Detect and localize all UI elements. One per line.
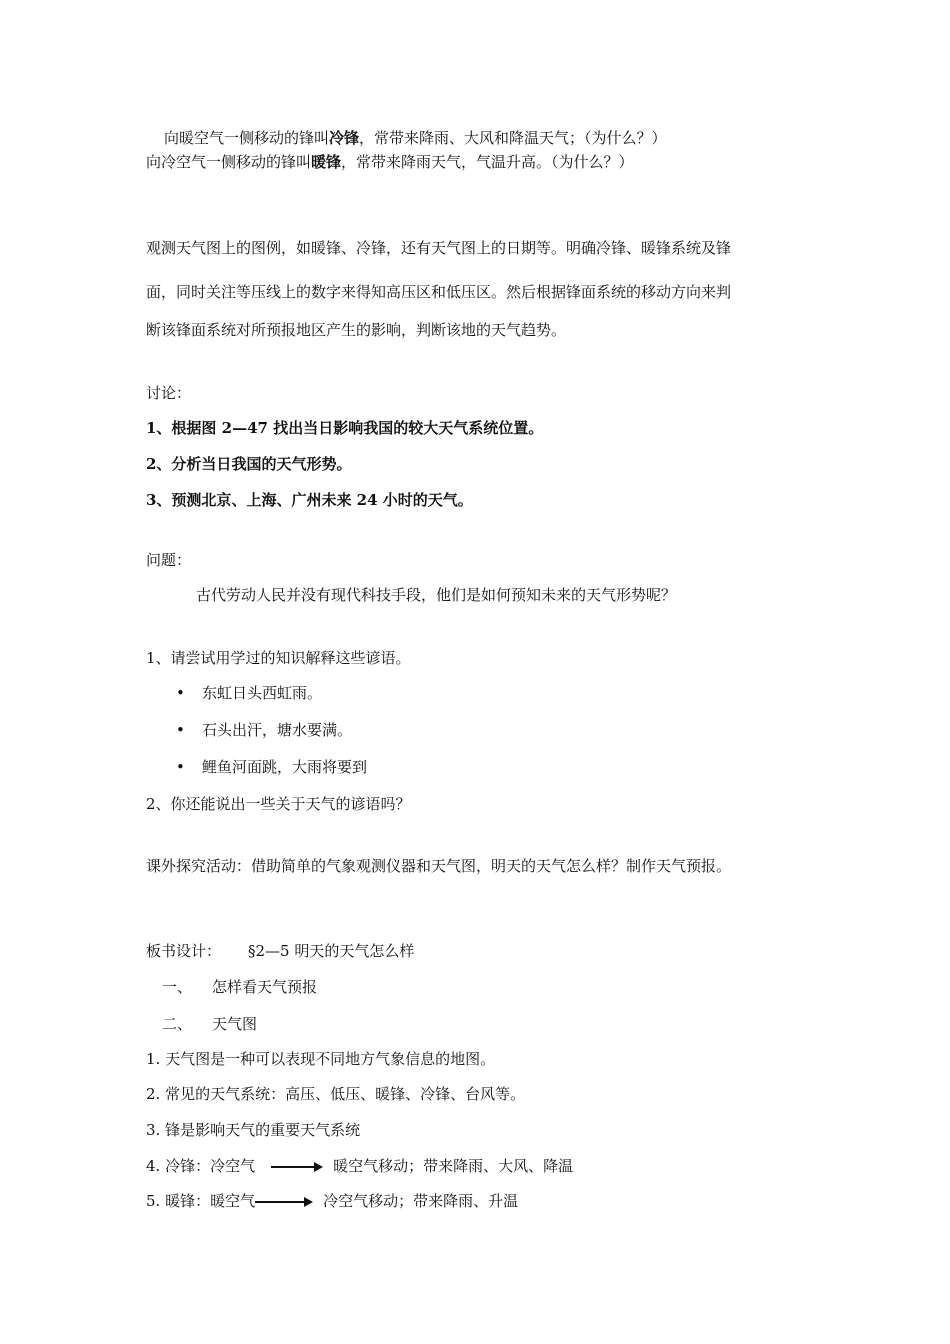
question-heading: 问题： — [146, 551, 192, 569]
proverb-2: 石头出汗，塘水要满。 — [202, 721, 353, 739]
board-point-5 — [146, 1191, 518, 1211]
warm-front-term: 暖锋 — [311, 153, 342, 171]
cold-front-label: 4. 冷锋：冷空气 — [146, 1157, 256, 1175]
proverb-1: 东虹日头西虹雨。 — [202, 684, 323, 702]
warm-front-line — [146, 152, 634, 172]
board-label: 板书设计： — [146, 942, 222, 960]
question-intro: 古代劳动人民并没有现代科技手段，他们是如何预知未来的天气形势呢？ — [196, 586, 677, 604]
warm-front-effect: ，常带来降雨天气，气温升高。（为什么？） — [341, 153, 634, 171]
section-1-number: 一、 — [162, 978, 193, 996]
right-arrow-icon — [255, 1197, 313, 1207]
activity-text: 课外探究活动：借助简单的气象观测仪器和天气图，明天的天气怎么样？制作天气预报。 — [146, 857, 732, 875]
observe-paragraph-line-2: 面，同时关注等压线上的数字来得知高压区和低压区。然后根据锋面系统的移动方向来判 — [146, 283, 732, 301]
discussion-item-1: 1、根据图 2—47 找出当日影响我国的较大天气系统位置。 — [146, 419, 544, 437]
cold-front-effect: ，常带来降雨、大风和降温天气；（为什么？） — [359, 129, 667, 147]
warm-front-text: 向冷空气一侧移动的锋叫 — [146, 153, 312, 171]
section-1-text: 怎样看天气预报 — [212, 978, 318, 996]
board-point-3: 3. 锋是影响天气的重要天气系统 — [146, 1121, 361, 1139]
warm-front-description: 冷空气移动；带来降雨、升温 — [323, 1192, 519, 1210]
section-2-text: 天气图 — [212, 1015, 258, 1033]
bullet-icon: • — [176, 758, 185, 776]
right-arrow-icon — [271, 1162, 323, 1172]
warm-front-label: 5. 暖锋：暖空气 — [146, 1192, 256, 1210]
bullet-icon: • — [176, 721, 185, 739]
bullet-icon: • — [176, 684, 185, 702]
observe-paragraph-line-3: 断该锋面系统对所预报地区产生的影响，判断该地的天气趋势。 — [146, 321, 567, 339]
cold-front-text: 向暖空气一侧移动的锋叫 — [164, 129, 330, 147]
discussion-item-2: 2、分析当日我国的天气形势。 — [146, 455, 352, 473]
cold-front-term: 冷锋 — [329, 129, 360, 147]
board-point-4 — [146, 1156, 573, 1176]
board-title: §2—5 明天的天气怎么样 — [248, 942, 415, 960]
discussion-heading: 讨论： — [146, 384, 192, 402]
section-2-number: 二、 — [162, 1015, 193, 1033]
observe-paragraph-line-1: 观测天气图上的图例，如暖锋、冷锋，还有天气图上的日期等。明确冷锋、暖锋系统及锋 — [146, 239, 732, 257]
cold-front-line — [164, 128, 667, 148]
board-point-2: 2. 常见的天气系统：高压、低压、暖锋、冷锋、台风等。 — [146, 1085, 526, 1103]
question-task-2: 2、你还能说出一些关于天气的谚语吗？ — [146, 795, 411, 813]
discussion-item-3: 3、预测北京、上海、广州未来 24 小时的天气。 — [146, 491, 473, 509]
question-task-1: 1、请尝试用学过的知识解释这些谚语。 — [146, 649, 411, 667]
board-point-1: 1. 天气图是一种可以表现不同地方气象信息的地图。 — [146, 1050, 496, 1068]
cold-front-description: 暖空气移动；带来降雨、大风、降温 — [333, 1157, 574, 1175]
proverb-3: 鲤鱼河面跳，大雨将要到 — [202, 758, 368, 776]
